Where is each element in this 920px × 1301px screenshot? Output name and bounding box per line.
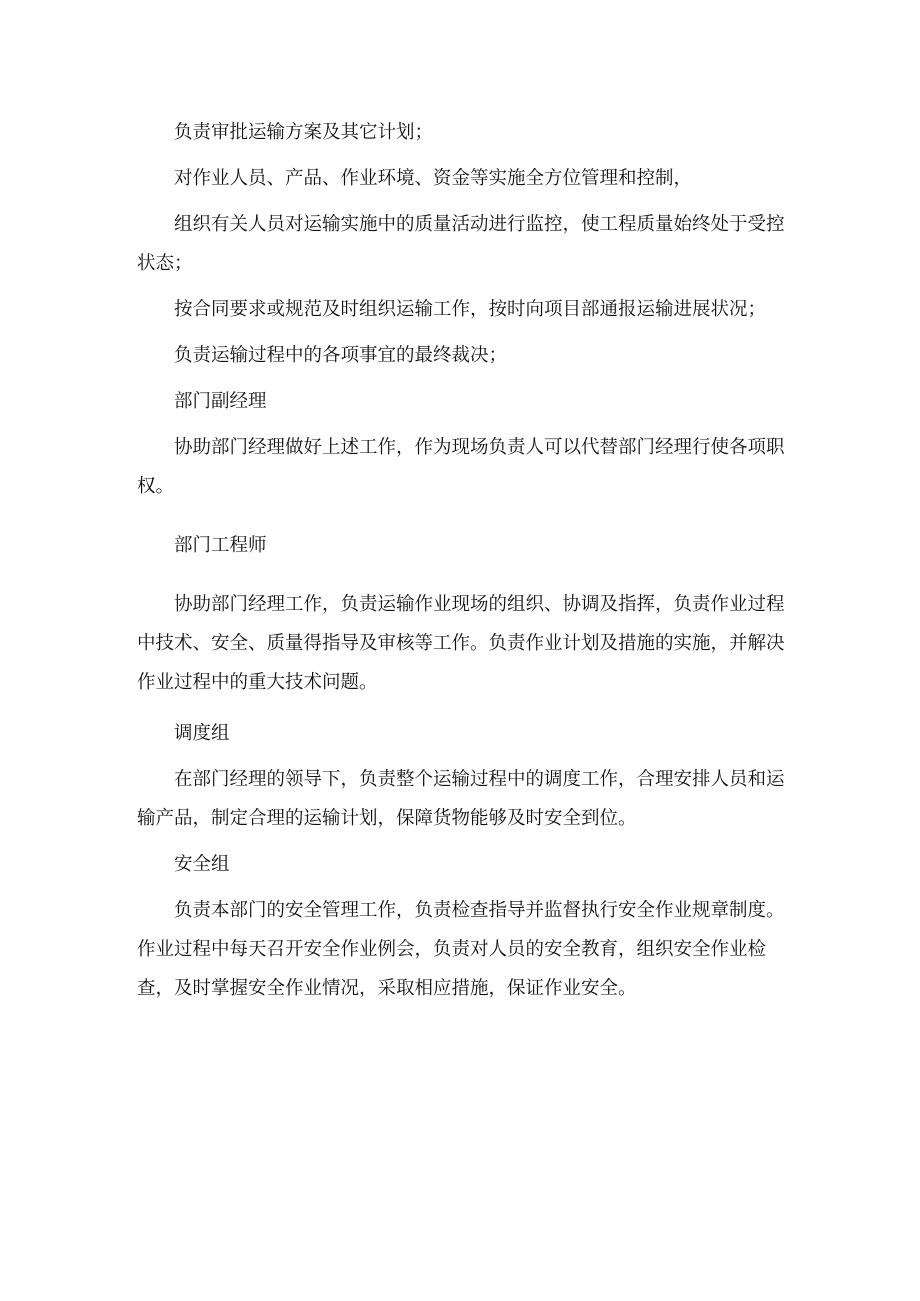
paragraph-safety-duties: 负责本部门的安全管理工作，负责检查指导并监督执行安全作业规章制度。作业过程中每天召开安全作业例会，负责对人员的安全教育，组织安全作业检查，及时掌握安全作业情况，采取相应措施，保证作业安全。	[137, 900, 785, 999]
heading-deputy-manager: 部门副经理	[174, 391, 267, 412]
paragraph-overall-management: 对作业人员、产品、作业环境、资金等实施全方位管理和控制，	[174, 168, 693, 189]
paragraph-deputy-manager-duties: 协助部门经理做好上述工作，作为现场负责人可以代替部门经理行使各项职权。	[137, 437, 785, 497]
paragraph-quality-monitoring: 组织有关人员对运输实施中的质量活动进行监控，使工程质量始终处于受控状态；	[137, 214, 785, 274]
paragraph-final-decision: 负责运输过程中的各项事宜的最终裁决；	[174, 345, 508, 366]
heading-dispatch-group: 调度组	[174, 723, 230, 744]
paragraph-engineer-duties: 协助部门经理工作，负责运输作业现场的组织、协调及指挥，负责作业过程中技术、安全、质量得指导及审核等工作。负责作业计划及措施的实施，并解决作业过程中的重大技术问题。	[137, 594, 785, 693]
heading-safety-group: 安全组	[174, 854, 230, 875]
paragraph-dispatch-duties: 在部门经理的领导下，负责整个运输过程中的调度工作，合理安排人员和运输产品，制定合理的运输计划，保障货物能够及时安全到位。	[137, 769, 785, 829]
document-body	[137, 113, 790, 1008]
paragraph-organize-transport: 按合同要求或规范及时组织运输工作，按时向项目部通报运输进展状况；	[174, 299, 767, 320]
paragraph-approve-plans: 负责审批运输方案及其它计划；	[174, 122, 434, 143]
heading-department-engineer: 部门工程师	[174, 535, 267, 556]
